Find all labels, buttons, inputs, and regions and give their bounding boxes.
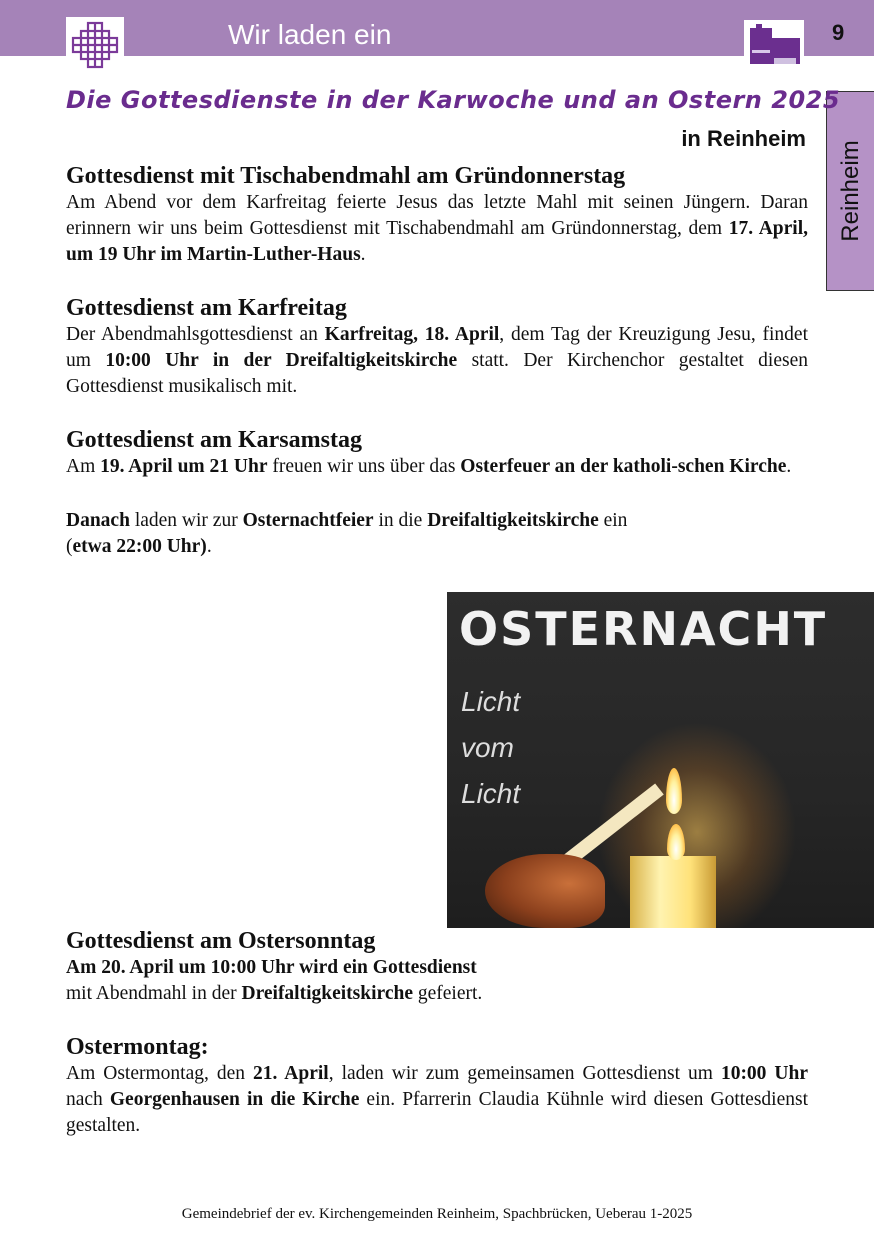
candle-icon xyxy=(630,856,716,928)
bold-run: 21. April xyxy=(252,1063,329,1084)
text-run: . xyxy=(786,456,792,477)
church-building-logo-icon xyxy=(744,20,804,74)
text-run: laden wir zur xyxy=(129,510,243,531)
section-karsamstag xyxy=(66,426,808,560)
section-text xyxy=(66,508,808,560)
text-run: ein xyxy=(598,510,628,531)
section-heading: Gottesdienst am Karfreitag xyxy=(66,295,347,321)
bold-run: Am 20. April um 10:00 Uhr wird ein Gottesdienst xyxy=(66,957,477,978)
bold-run: Dreifaltigkeitskirche xyxy=(427,510,599,531)
text-run: ein. Pfarrerin Claudia Kühnle wird diesen Gottesdienst gestalten. xyxy=(66,1089,808,1136)
text-run: , dem Tag der Kreuzigung Jesu, findet um xyxy=(66,324,808,371)
section-ostersonntag xyxy=(66,927,808,1007)
bold-run: Osternachtfeier xyxy=(242,510,374,531)
section-text xyxy=(66,454,808,480)
section-karfreitag xyxy=(66,294,808,400)
text-run: mit Abendmahl in der xyxy=(66,983,242,1004)
section-ostermontag xyxy=(66,1033,808,1139)
location-label: in Reinheim xyxy=(681,126,806,151)
bold-run: 19. April um 21 Uhr xyxy=(100,456,268,477)
text-run: Der Abendmahlsgottesdienst an xyxy=(66,324,325,345)
header-title: Wir laden ein xyxy=(228,19,392,50)
image-caption-line: vom xyxy=(461,732,514,763)
section-text xyxy=(66,190,808,268)
image-caption-line: Licht xyxy=(461,778,521,809)
bold-run: Karfreitag, 18. April xyxy=(324,324,500,345)
text-run: in die xyxy=(373,510,428,531)
hand-icon xyxy=(485,854,605,928)
text-run: , laden wir zum gemeinsamen Gottesdienst um xyxy=(328,1063,721,1084)
bold-run: Osterfeuer an der katholi-schen Kirche xyxy=(460,456,787,477)
section-heading: Gottesdienst am Ostersonntag xyxy=(66,928,376,954)
side-tab-location xyxy=(826,91,874,291)
text-run: . xyxy=(206,536,212,557)
header-bar xyxy=(0,0,874,56)
section-text xyxy=(66,1061,808,1139)
bold-run: 17. April, um 19 Uhr im Martin-Luther-Haus xyxy=(66,218,809,265)
text-run: nach xyxy=(66,1089,110,1110)
text-run: Am xyxy=(66,456,101,477)
text-run: gefeiert. xyxy=(413,983,483,1004)
bold-run: Dreifaltigkeitskirche xyxy=(241,983,413,1004)
text-run: Am Abend vor dem Karfreitag feierte Jesus das letzte Mahl mit seinen Jüngern. Daran erinnern wir uns beim Gottesdienst mit Tischabendmahl am Gründonnerstag, dem xyxy=(66,192,808,239)
bold-run: 10:00 Uhr xyxy=(720,1063,809,1084)
image-title: OSTERNACHT xyxy=(459,602,828,656)
text-run: Am Ostermontag, den xyxy=(66,1063,253,1084)
section-heading: Gottesdienst am Karsamstag xyxy=(66,427,362,453)
side-tab-label: Reinheim xyxy=(836,140,864,242)
text-run: . xyxy=(360,244,366,265)
text-run: statt. Der Kirchenchor gestaltet diesen Gottesdienst musikalisch mit. xyxy=(66,350,808,397)
text-run: ( xyxy=(66,536,73,557)
section-text xyxy=(66,322,808,400)
church-cross-logo-icon xyxy=(66,17,124,73)
bold-run: etwa 22:00 Uhr) xyxy=(72,536,207,557)
page-title: Die Gottesdienste in der Karwoche und an Ostern 2025 xyxy=(66,86,841,114)
section-heading: Ostermontag: xyxy=(66,1034,209,1060)
page-number: 9 xyxy=(832,20,845,45)
page-footer: Gemeindebrief der ev. Kirchengemeinden Reinheim, Spachbrücken, Ueberau 1-2025 xyxy=(181,1206,693,1222)
image-caption-line: Licht xyxy=(461,686,521,717)
bold-run: Georgenhausen in die Kirche xyxy=(109,1089,360,1110)
osternacht-image xyxy=(447,592,874,928)
section-gruendonnerstag xyxy=(66,162,808,268)
bold-run: 10:00 Uhr in der Dreifaltigkeitskirche xyxy=(105,350,458,371)
section-text xyxy=(66,955,808,1007)
text-run: freuen wir uns über das xyxy=(267,456,461,477)
bold-run: Danach xyxy=(66,510,130,531)
section-heading: Gottesdienst mit Tischabendmahl am Gründonnerstag xyxy=(66,163,626,189)
